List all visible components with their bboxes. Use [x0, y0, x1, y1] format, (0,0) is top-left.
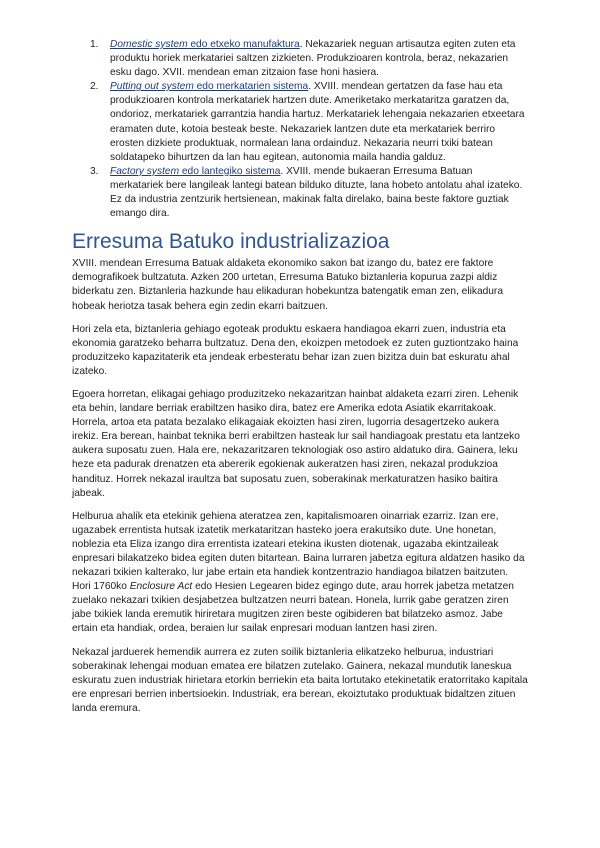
list-number: 3.: [90, 165, 99, 177]
list-item-text: . XVIII. mende bukaeran Erresuma Batuan merkatariek bere langileak lantegi batean bilduko dituzte, lana hobeto antolatu ahal izateko. Ez da industria zentzurik hertsienean, makinak falta direlako, baina beste faktore guztiak emango dira.: [110, 165, 523, 220]
enclosure-act-term: Enclosure Act: [129, 581, 193, 593]
list-item: [90, 38, 528, 80]
paragraph-1: XVIII. mendean Erresuma Batuak aldaketa ekonomiko sakon bat izango du, batez ere faktore demografikoek bultzatuta. Azken 200 urtetan, Erresuma Batuko biztanleria kopurua zazpi aldiz biderkatu zen. Biztanleria hazkunde hau elikaduran hobekuntza batengatik eman zen, elikadura hobeak heriotza tasak behera egin zedin ekarri baitzuen.: [72, 258, 503, 312]
numbered-list: [72, 38, 528, 221]
list-number: 2.: [90, 81, 99, 93]
section-heading: Erresuma Batuko industrializazioa: [72, 230, 390, 254]
paragraph-5: Nekazal jarduerek hemendik aurrera ez zuten soilik biztanleria elikatzeko helburua, industriari soberakinak lehengai moduan ematea ere bilatzen zutelako. Gainera, nekazal mundutik laneskua eskuratu zuen industriak hirietara etorkin berriekin eta baita lortutako etekinetatik eratorritako kapitala ere enpresari berrien inbertsioekin. Industriak, era berean, ekoiztutako produktuak bidaltzen zituen landa eremura.: [72, 646, 528, 714]
paragraph-4: Helburua ahalik eta etekinik gehiena ateratzea zen, kapitalismoaren oinarriak ezarriz. Izan ere, ugazabek errentista hutsak izatetik merkataritzan hasteko joera erakutsiko dute. Une honetan, noblezia eta Eliza izango dira errentista izateari etekina ikusten diotenak, ugazaba ekintzaileak enpresari bilakatzeko bidea egiten duten bitartean. Baina lurraren jabetza egitura aldatzen hasiko da nekazari txikien kalterako, lur jabe ertain eta handiek kontzentrazio handiagoa bilatzen baitzuten. Hori 1760ko Enclosure Act edo Hesien Legearen bidez egingo dute, arau horrek jabetza metatzen zuelako nekazari txikien desjabetzea bultzatzen neurri batean. Honela, lurrik gabe geratzen ziren jabe txikiek landa eremutik hiriretara mugitzen ziren beste ogibideren bat bilatzeko asmoz. Jabe ertain eta handiak, ordea, beraien lur sailak enpresari moduan lantzen hasi ziren.: [72, 510, 525, 635]
factory-system-link[interactable]: Factory system edo lantegiko sistema: [110, 165, 281, 177]
domestic-system-link[interactable]: Domestic system edo etxeko manufaktura: [110, 39, 300, 50]
list-item: [90, 80, 528, 165]
list-item: [90, 165, 528, 221]
paragraph-3: Egoera horretan, elikagai gehiago produzitzeko nekazaritzan hainbat aldaketa ezarri ziren. Lehenik eta behin, landare berriak erabiltzen hasiko dira, batez ere Amerika edota Asiatik ekarritakoak. Horrela, artoa eta patata bezalako elikagaiak ekoizten hasi ziren, lugorria desagertzeko aukera irekiz. Era berean, hainbat teknika berri erabiltzen hasteak lur sail handiagoak prestatu eta lantzeko aukera suposatu zuen. Hala ere, nekazaritzaren teknologiak oso astiro aldatuko dira. Gainera, leku heze eta padurak drenatzen eta abererik egokienak aukeratzen hasi ziren, nekazal produkzioa handituz. Horrek nekazal iraultza bat suposatu zuen, soberakinak merkaturatzen hasiko baitira jabeak.: [72, 388, 520, 499]
putting-out-system-link[interactable]: Putting out system edo merkatarien sistema: [110, 81, 309, 93]
list-number: 1.: [90, 39, 99, 50]
paragraph-2: Hori zela eta, biztanleria gehiago egoteak produktu eskaera handiagoa ekarri zuen, industria eta ekonomia garatzeko beharra bultzatuz. Dena den, ekoizpen metodoek ez zuten guztiontzako haina produzitzeko kapazitaterik eta jendeak erbesteratu behar izan zuen bizitza duin bat eskuratu ahal izateko.: [72, 323, 519, 377]
list-item-text: . Nekazariek neguan artisautza egiten zuten eta produktu horiek merkatariei saltzen zizkieten. Produkzioaren kontrola, beraz, nekazarien esku dago. XVII. mendean eman zitzaion fase honi hasiera.: [110, 39, 516, 79]
list-item-text: . XVIII. mendean gertatzen da fase hau eta produkzioaren kontrola merkatariek hartzen dute. Ameriketako merkataritza garatzen da, ondorioz, merkatariek garrantzia handia hartuz. Merkatariek lehengaia nekazarien etxeetara eramaten dute, kotoia besteak beste. Nekazariek lantzen dute eta merkatariek berriro erosten dizkiete produktuak, normalean lana ordainduz. Nekazaria neurri txiki batean soldatapeko bihurtzen da lan hau egitean, autonomia maila handia galduz.: [110, 81, 525, 163]
